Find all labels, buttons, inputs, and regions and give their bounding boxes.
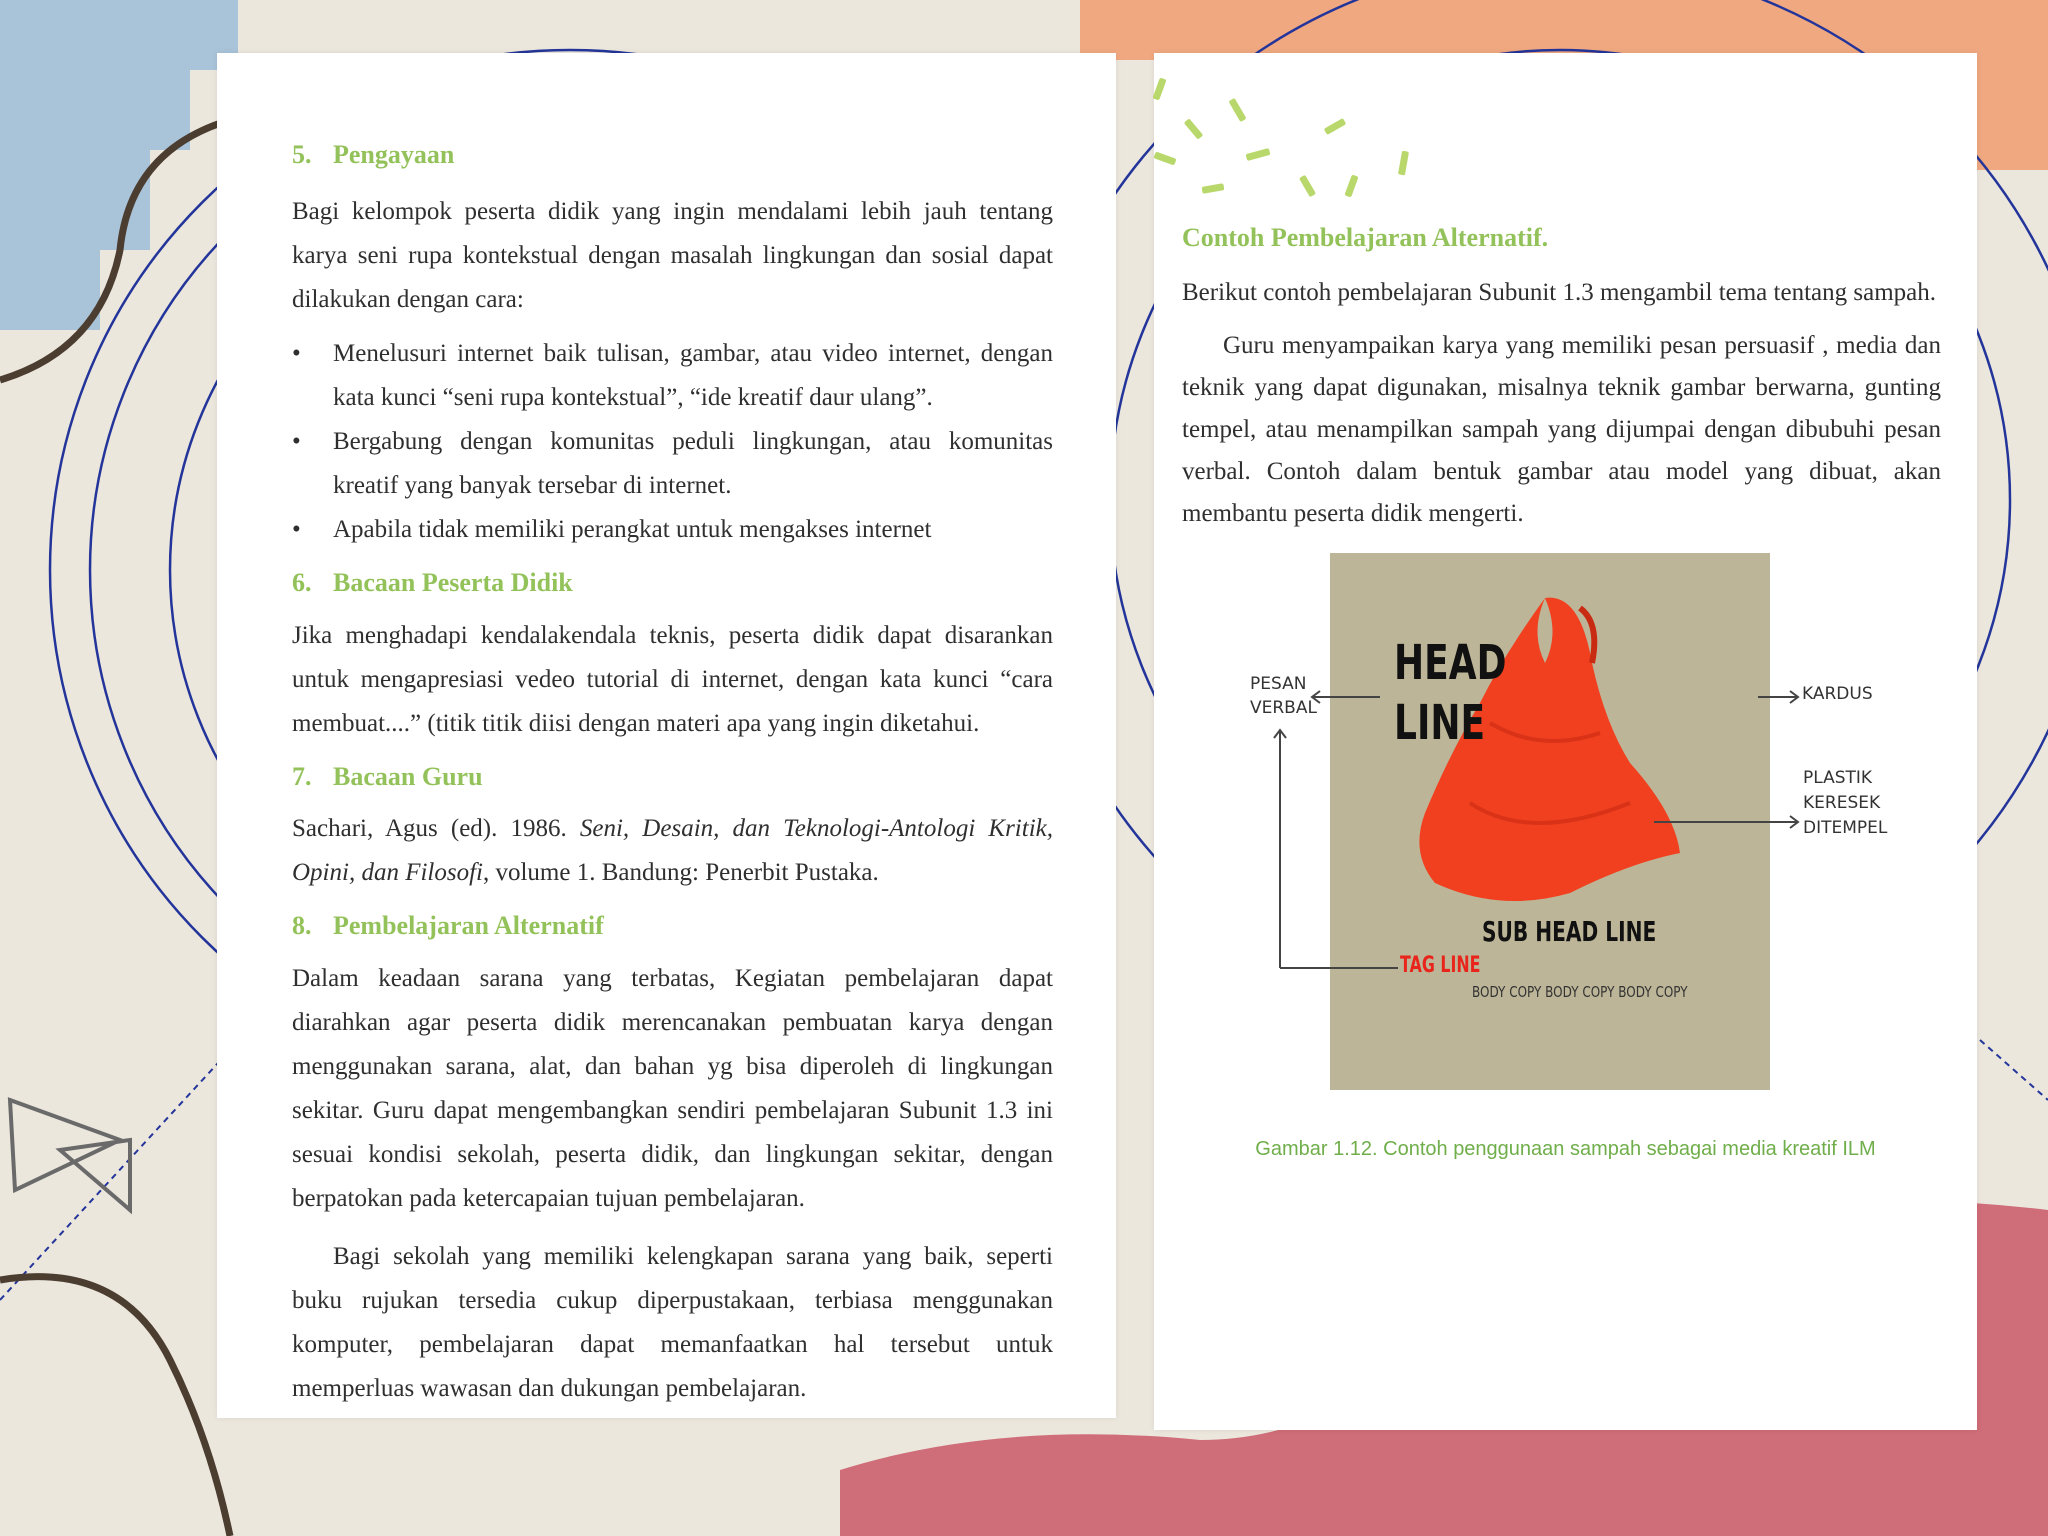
figure-headline: HEAD LINE — [1394, 635, 1507, 751]
right-intro: Berikut contoh pembelajaran Subunit 1.3 mengambil tema tentang sampah. — [1182, 279, 1936, 306]
section-heading-bacaan-peserta: 6. Bacaan Peserta Didik — [292, 567, 573, 597]
confetti-decoration — [1398, 151, 1409, 176]
figure-tag-line: TAG LINE — [1400, 953, 1481, 978]
confetti-decoration — [1246, 148, 1271, 161]
right-heading: Contoh Pembelajaran Alternatif. — [1182, 223, 1549, 252]
confetti-decoration — [1202, 183, 1225, 194]
confetti-decoration — [1299, 175, 1316, 198]
reference-title: Seni, Desain, dan Teknologi-Antologi Kritik, Opini, dan Filosofi — [292, 815, 1053, 887]
confetti-decoration — [1184, 118, 1204, 139]
right-paragraph: Guru menyampaikan karya yang memiliki pesan persuasif , media dan teknik yang dapat digunakan, misalnya teknik gambar berwarna, gunting tempel, atau menampilkan sampah yang dijumpai dengan dibubuhi pesan verbal. Contoh dalam bentuk gambar atau model yang dibuat, akan membantu peserta didik mengerti. — [1182, 332, 1941, 527]
confetti-decoration — [1324, 118, 1347, 135]
pengayaan-intro: Bagi kelompok peserta didik yang ingin mendalami lebih jauh tentang karya seni rupa kontekstual dengan masalah lingkungan dan sosial dapat dilakukan dengan cara: — [292, 197, 1053, 313]
bacaan-guru-reference: Sachari, Agus (ed). 1986. Seni, Desain, dan Teknologi-Antologi Kritik, Opini, dan Filosofi, volume 1. Bandung: Penerbit Pustaka. — [292, 815, 1053, 887]
label-kardus: KARDUS — [1802, 684, 1873, 704]
list-item: • Menelusuri internet baik tulisan, gambar, atau video internet, dengan kata kunci “seni rupa kontekstual”, “ide kreatif daur ulang”. — [292, 332, 1053, 420]
left-page — [217, 53, 1116, 1418]
confetti-decoration — [1344, 174, 1358, 197]
bacaan-peserta-text: Jika menghadapi kendalakendala teknis, peserta didik dapat disarankan untuk mengapresiasi vedeo tutorial di internet, dengan kata kunci “cara membuat....” (titik titik diisi dengan materi apa yang ingin diketahui. — [292, 621, 1053, 737]
figure-body-copy: BODY COPY BODY COPY BODY COPY — [1472, 983, 1688, 1001]
alternatif-paragraph-2: Bagi sekolah yang memiliki kelengkapan sarana yang baik, seperti buku rujukan tersedia cukup diperpustakaan, terbiasa menggunakan komputer, pembelajaran dapat memanfaatkan hal tersebut untuk memperluas wawasan dan dukungan pembelajaran. — [292, 1243, 1053, 1403]
confetti-decoration — [1152, 77, 1166, 100]
section-heading-bacaan-guru: 7. Bacaan Guru — [292, 761, 483, 791]
bullet-marker: • — [292, 427, 301, 455]
confetti-decoration — [1228, 98, 1246, 122]
confetti-decoration — [1153, 151, 1176, 165]
label-plastik-keresek: PLASTIK KERESEK DITEMPEL — [1803, 768, 1888, 838]
list-item: • Apabila tidak memiliki perangkat untuk mengakses internet — [292, 508, 1053, 552]
alternatif-paragraph-1: Dalam keadaan sarana yang terbatas, Kegiatan pembelajaran dapat diarahkan agar peserta didik merencanakan pembuatan karya dengan menggunakan sarana, alat, dan bahan yg bisa diperoleh di lingkungan sekitar. Guru dapat mengembangkan sendiri pembelajaran Subunit 1.3 ini sesuai kondisi sekolah, peserta didik, dan lingkungan sekitar, dengan berpatokan pada ketercapaian tujuan pembelajaran. — [292, 965, 1053, 1213]
pengayaan-list — [292, 332, 1053, 552]
bullet-marker: • — [292, 339, 301, 367]
figure-caption: Gambar 1.12. Contoh penggunaan sampah sebagai media kreatif ILM — [1255, 1138, 1876, 1160]
section-heading-pembelajaran-alternatif: 8. Pembelajaran Alternatif — [292, 911, 604, 941]
section-heading-pengayaan: 5. Pengayaan — [292, 140, 455, 169]
bullet-marker: • — [292, 515, 301, 543]
figure-sub-headline: SUB HEAD LINE — [1482, 915, 1657, 948]
label-pesan-verbal: PESAN VERBAL — [1250, 674, 1317, 718]
list-item: • Bergabung dengan komunitas peduli lingkungan, atau komunitas kreatif yang banyak tersebar di internet. — [292, 420, 1053, 508]
